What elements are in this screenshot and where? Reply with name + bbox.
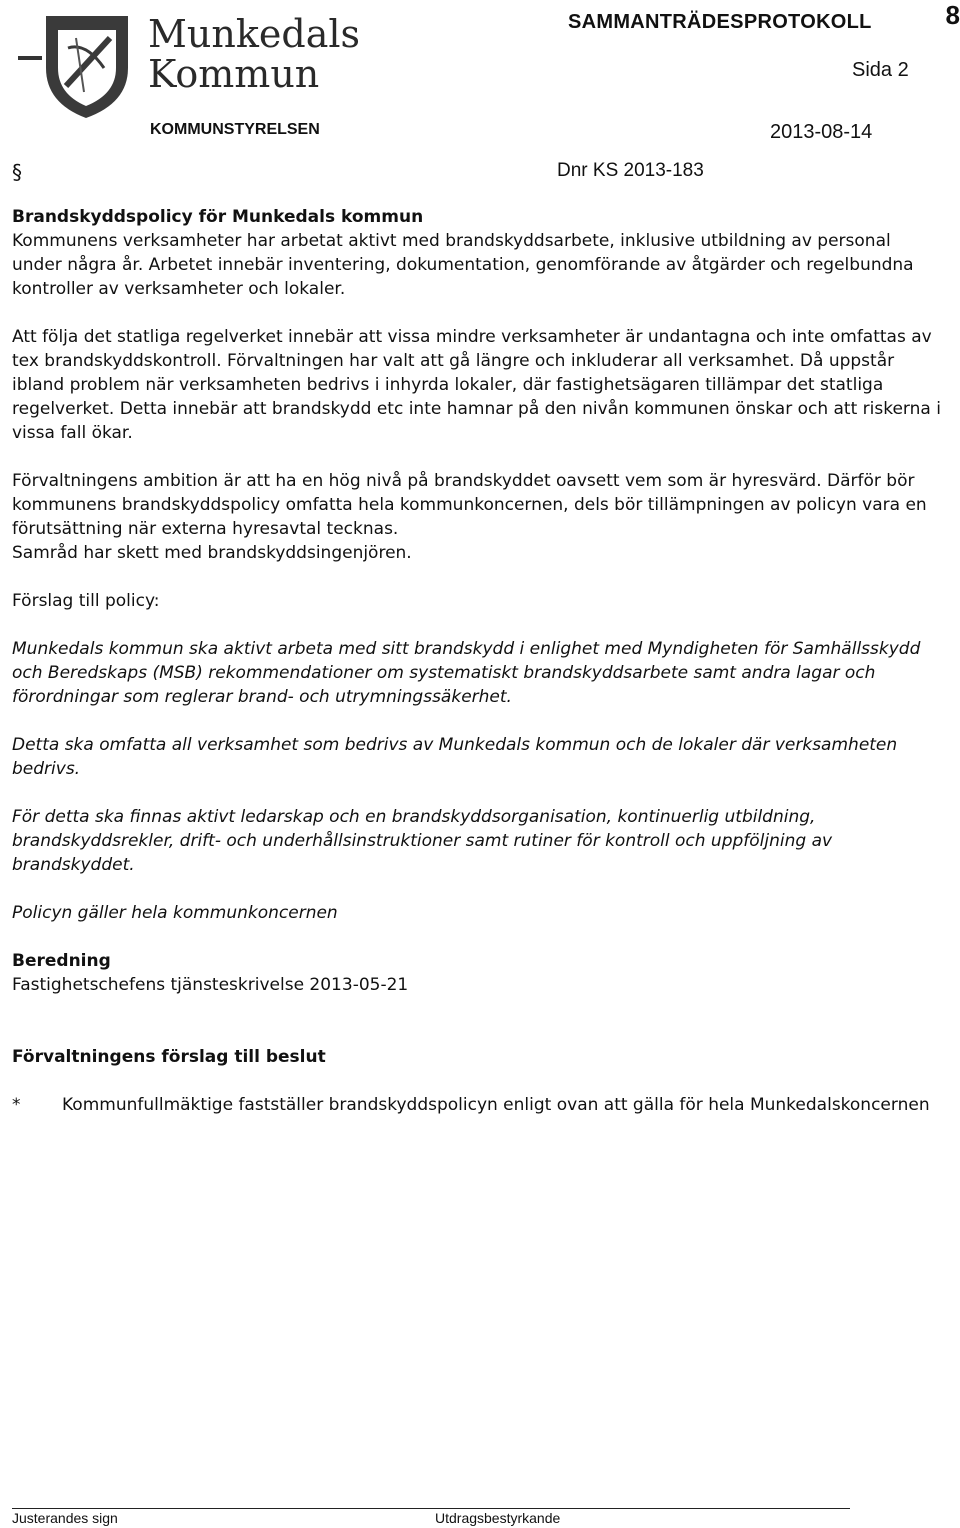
- decision-heading: Förvaltningens förslag till beslut: [12, 1047, 326, 1067]
- policy-paragraph-2: Detta ska omfatta all verksamhet som bedrivs av Munkedals kommun och de lokaler där verksamheten bedrivs.: [12, 735, 898, 779]
- document-body: [12, 205, 942, 1117]
- case-number: Dnr KS 2013-183: [557, 160, 704, 181]
- signature-label: Justerandes sign: [12, 1510, 118, 1526]
- bullet-marker: *: [12, 1095, 21, 1115]
- paragraph-sign: §: [12, 160, 22, 184]
- scroll-quill-emblem-icon: [18, 8, 148, 120]
- policy-paragraph-3: För detta ska finnas aktivt ledarskap och en brandskyddsorganisation, kontinuerlig utbildning, brandskyddsrekler, drift- och underhållsinstruktioner samt rutiner för kontroll och uppföljning av brandskyddet.: [12, 807, 833, 875]
- page-number: 8: [945, 0, 960, 30]
- paragraph-2: Att följa det statliga regelverket innebär att vissa mindre verksamheter är undantagna och inte omfattas av tex brandskyddskontroll. Förvaltningen har valt att gå längre och inkluderar all verksamhet. Då uppstår ibland problem när verksamheten bedrivs i inhyrda lokaler, där fastighetsägaren tillämpar det statliga regelverket. Detta innebär att brandskydd etc inte hamnar på den nivån kommunen önskar och att riskerna i vissa fall ökar.: [12, 327, 941, 443]
- decision-item: [12, 1093, 942, 1117]
- proposal-heading: Förslag till policy:: [12, 591, 160, 611]
- beredning-text: Fastighetschefens tjänsteskrivelse 2013-05-21: [12, 975, 409, 995]
- paragraph-1: Kommunens verksamheter har arbetat aktivt med brandskyddsarbete, inklusive utbildning av personal under några år. Arbetet innebär inventering, dokumentation, genomförande av åtgärder och regelbundna kontroller av verksamheter och lokaler.: [12, 231, 914, 299]
- committee-name: KOMMUNSTYRELSEN: [150, 121, 320, 138]
- document-type: SAMMANTRÄDESPROTOKOLL: [568, 11, 872, 33]
- paragraph-3-consultation: Samråd har skett med brandskyddsingenjören.: [12, 543, 412, 563]
- policy-paragraph-4: Policyn gäller hela kommunkoncernen: [12, 903, 338, 923]
- decision-text: Kommunfullmäktige fastställer brandskyddspolicyn enligt ovan att gälla för hela Munkedalskoncernen: [62, 1095, 930, 1115]
- policy-paragraph-1: Munkedals kommun ska aktivt arbeta med sitt brandskydd i enlighet med Myndigheten för Samhällsskydd och Beredskaps (MSB) rekommendationer om systematiskt brandskyddsarbete samt andra lagar och förordningar som reglerar brand- och utrymningssäkerhet.: [12, 639, 921, 707]
- paragraph-3: Förvaltningens ambition är att ha en hög nivå på brandskyddet oavsett vem som är hyresvärd. Därför bör kommunens brandskyddspolicy omfatta hela kommunkoncernen, dels bör tillämpningen av policyn vara en förutsättning när externa hyresavtal tecknas.: [12, 471, 927, 539]
- document-title: Brandskyddspolicy för Munkedals kommun: [12, 207, 424, 227]
- page-label: Sida 2: [852, 59, 909, 81]
- logo-wordmark: [148, 14, 360, 94]
- meeting-date: 2013-08-14: [770, 121, 873, 143]
- certification-label: Utdragsbestyrkande: [435, 1510, 561, 1526]
- beredning-heading: Beredning: [12, 951, 111, 971]
- logo-line-2: Kommun: [148, 52, 320, 96]
- logo-line-1: Munkedals: [148, 12, 361, 56]
- footer-divider: [12, 1508, 850, 1509]
